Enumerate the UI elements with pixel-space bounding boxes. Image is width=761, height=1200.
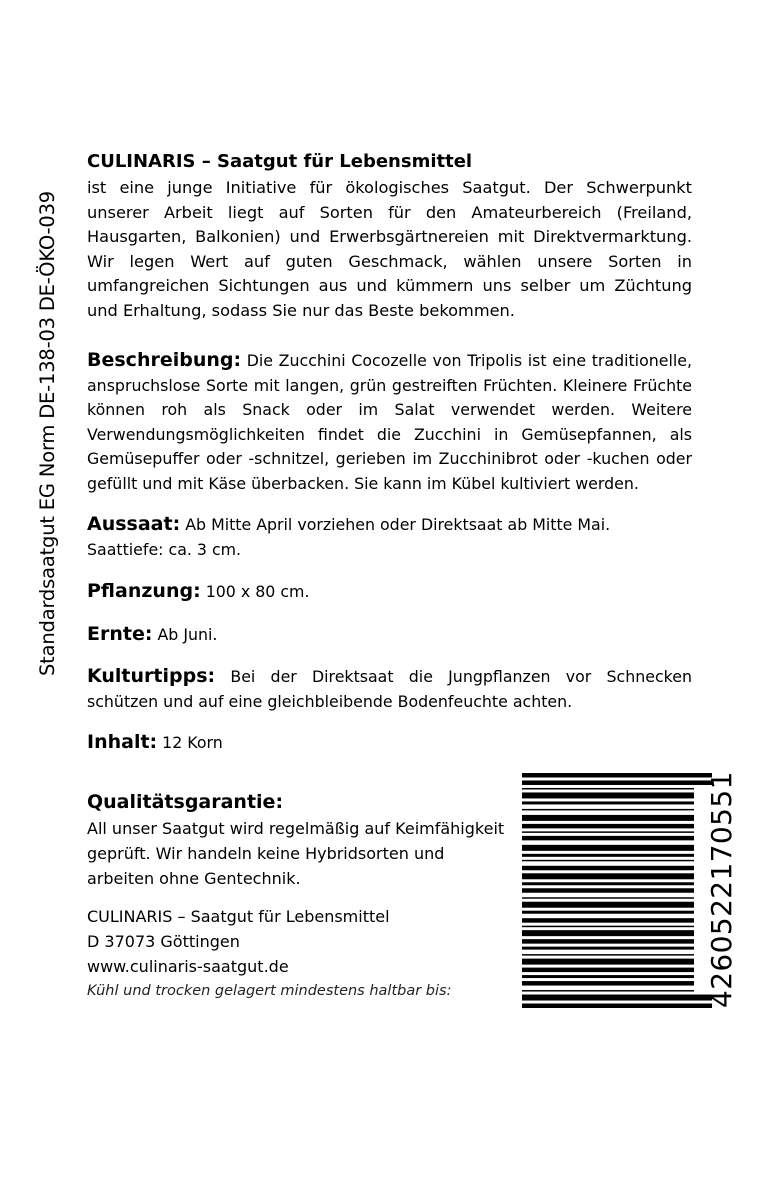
description-section bbox=[87, 348, 692, 496]
barcode-bar bbox=[522, 954, 694, 956]
barcode-bar bbox=[522, 911, 694, 914]
harvest-text: Ab Juni. bbox=[157, 624, 218, 644]
contents-label: Inhalt: bbox=[87, 731, 158, 753]
sowing-label: Aussaat: bbox=[87, 513, 181, 535]
barcode-bar bbox=[522, 918, 694, 922]
barcode-bar bbox=[522, 836, 694, 840]
quality-block bbox=[87, 790, 507, 1003]
barcode-bar bbox=[522, 792, 694, 798]
quality-title: Qualitätsgarantie: bbox=[87, 791, 284, 813]
address-website: www.culinaris-saatgut.de bbox=[87, 957, 289, 976]
barcode-bar bbox=[522, 968, 694, 972]
barcode-bar bbox=[522, 824, 694, 828]
barcode-bar bbox=[522, 788, 694, 790]
barcode-bar bbox=[522, 773, 712, 777]
company-heading: CULINARIS – Saatgut für Lebensmittel bbox=[87, 151, 473, 172]
sowing-depth-text: Saattiefe: ca. 3 cm. bbox=[87, 539, 242, 559]
barcode-bar bbox=[522, 888, 694, 892]
shelf-life-text: Kühl und trocken gelagert mindestens haltbar bis: bbox=[87, 983, 452, 999]
barcode-bar bbox=[522, 845, 694, 851]
barcode-bar bbox=[522, 801, 694, 804]
barcode-bar bbox=[522, 854, 694, 857]
barcode-bar bbox=[522, 959, 694, 965]
culture-tips-text: Bei der Direktsaat die Jungpflanzen vor Schnecken schützen und auf eine gleichbleibende Bodenfeuchte achten. bbox=[87, 667, 692, 711]
barcode-bar bbox=[522, 981, 694, 985]
barcode-bar bbox=[522, 902, 694, 908]
contents-section bbox=[87, 730, 692, 756]
contents-text: 12 Korn bbox=[162, 733, 223, 752]
barcode-bar bbox=[522, 866, 694, 870]
description-text: Die Zucchini Cocozelle von Tripolis ist eine traditionelle, anspruchslose Sorte mit langen, grün gestreiften Früchten. Kleinere Früchte können roh als Snack oder im Salat verwendet werden. Weitere Verwendungsmöglichkeiten findet die Zucchini in Gemüsepfannen, als Gemüsepuffer oder -schnitzel, gerieben im Zucchinibrot oder -kuchen oder gefüllt und mit Käse überbacken. Sie kann im Kübel kultiviert werden. bbox=[87, 351, 692, 493]
barcode-bar bbox=[522, 882, 694, 885]
barcode bbox=[522, 773, 712, 1008]
planting-text: 100 x 80 cm. bbox=[205, 582, 310, 601]
barcode-bar bbox=[522, 780, 712, 784]
barcode-bar bbox=[522, 930, 694, 936]
address-block bbox=[87, 904, 507, 979]
barcode-number: 4260522170551 bbox=[705, 771, 738, 1008]
barcode-bar bbox=[522, 926, 694, 928]
barcode-bar bbox=[522, 809, 694, 811]
planting-section bbox=[87, 579, 692, 605]
quality-text: All unser Saatgut wird regelmäßig auf Keimfähigkeit geprüft. Wir handeln keine Hybridsorten und arbeiten ohne Gentechnik. bbox=[87, 819, 505, 888]
barcode-bar bbox=[522, 975, 694, 978]
barcode-bar bbox=[522, 815, 694, 821]
sowing-text: Ab Mitte April vorziehen oder Direktsaat ab Mitte Mai. bbox=[185, 515, 611, 534]
barcode-bar bbox=[522, 860, 694, 862]
barcode-bar bbox=[522, 873, 694, 879]
barcode-bar bbox=[522, 939, 694, 943]
certification-text: Standardsaatgut EG Norm DE-138-03 DE-ÖKO-039 bbox=[36, 191, 59, 676]
description-label: Beschreibung: bbox=[87, 349, 242, 371]
culture-tips-label: Kulturtipps: bbox=[87, 665, 216, 687]
harvest-section bbox=[87, 622, 692, 648]
intro-text: ist eine junge Initiative für ökologisches Saatgut. Der Schwerpunkt unserer Arbeit liegt auf Sorten für den Amateurbereich (Freiland, Hausgarten, Balkonien) und Erwerbsgärtnereien mit Direktvermarktung. Wir legen Wert auf guten Geschmack, wählen unsere Sorten in umfangreichen Sichtungen aus und kümmern uns selber um Züchtung und Erhaltung, sodass Sie nur das Beste bekommen. bbox=[87, 178, 692, 320]
barcode-bar bbox=[522, 947, 694, 950]
barcode-bars bbox=[522, 773, 712, 1008]
barcode-bar bbox=[522, 1004, 712, 1008]
barcode-bar bbox=[522, 897, 694, 899]
culture-tips-section bbox=[87, 664, 692, 714]
sowing-section bbox=[87, 512, 692, 562]
harvest-label: Ernte: bbox=[87, 622, 153, 645]
barcode-bar bbox=[522, 995, 712, 1001]
barcode-bar bbox=[522, 831, 694, 833]
barcode-bar bbox=[522, 990, 694, 992]
main-content bbox=[87, 150, 692, 756]
planting-label: Pflanzung: bbox=[87, 580, 201, 602]
address-city: D 37073 Göttingen bbox=[87, 932, 240, 951]
address-company: CULINARIS – Saatgut für Lebensmittel bbox=[87, 907, 390, 926]
